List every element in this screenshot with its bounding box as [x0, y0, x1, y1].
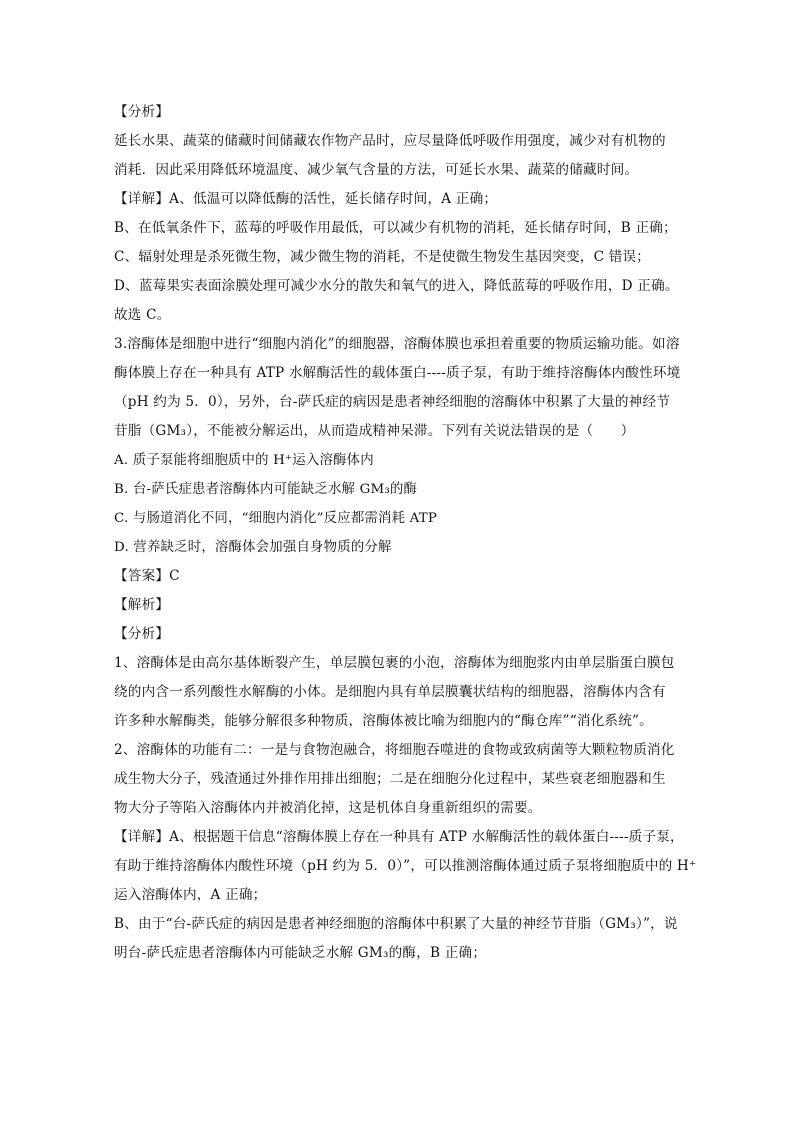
text-line: 物大分子等陷入溶酶体内并被消化掉，这是机体自身重新组织的需要。	[114, 800, 542, 816]
section-heading-detail: 【详解】A、低温可以降低酶的活性，延长储存时间，A 正确；	[114, 191, 498, 207]
text-line: 成生物大分子，残渣通过外排作用排出细胞；二是在细胞分化过程中，某些衰老细胞器和生	[114, 771, 666, 787]
answer-line: 【答案】C	[114, 568, 180, 584]
option-a: A. 质子泵能将细胞质中的 H⁺运入溶酶体内	[114, 453, 374, 468]
text-line: 故选 C。	[114, 307, 171, 323]
question-stem: 酶体膜上存在一种具有 ATP 水解酶活性的载体蛋白----质子泵，有助于维持溶酶体内酸性环境	[114, 365, 681, 381]
option-b: B. 台-萨氏症患者溶酶体内可能缺乏水解 GM₃的酶	[114, 482, 418, 497]
text-line: B、在低氧条件下，蓝莓的呼吸作用最低，可以减少有机物的消耗，延长储存时间，B 正确；	[114, 220, 677, 236]
option-d: D. 营养缺乏时，溶酶体会加强自身物质的分解	[114, 540, 392, 555]
question-stem: （pH 约为 5．0），另外，台-萨氏症的病因是患者神经细胞的溶酶体中积累了大量的神经节	[114, 394, 671, 410]
section-heading-explanation: 【解析】	[114, 597, 170, 613]
question-stem: 苷脂（GM₃），不能被分解运出，从而造成精神呆滞。下列有关说法错误的是（ ）	[114, 423, 635, 439]
text-line: 延长水果、蔬菜的储藏时间储藏农作物产品时，应尽量降低呼吸作用强度，减少对有机物的	[114, 133, 666, 149]
section-heading-analysis: 【分析】	[114, 104, 170, 120]
question-stem: 3.溶酶体是细胞中进行“细胞内消化”的细胞器，溶酶体膜也承担着重要的物质运输功能。如溶	[114, 336, 680, 352]
text-line: 运入溶酶体内，A 正确；	[114, 887, 267, 903]
text-line: 有助于维持溶酶体内酸性环境（pH 约为 5．0）”，可以推测溶酶体通过质子泵将细胞质中的 H⁺	[114, 858, 697, 874]
text-line: 消耗．因此采用降低环境温度、减少氧气含量的方法，可延长水果、蔬菜的储藏时间。	[114, 162, 639, 178]
section-heading-detail: 【详解】A、根据题干信息“溶酶体膜上存在一种具有 ATP 水解酶活性的载体蛋白----质子泵，	[114, 829, 684, 845]
text-line: 1、溶酶体是由高尔基体断裂产生，单层膜包裹的小泡，溶酶体为细胞浆内由单层脂蛋白膜包	[114, 655, 675, 671]
text-line: 2、溶酶体的功能有二：一是与食物泡融合，将细胞吞噬进的食物或致病菌等大颗粒物质消化	[114, 742, 675, 758]
document-body	[114, 98, 697, 968]
text-line: C、辐射处理是杀死微生物，减少微生物的消耗，不是使微生物发生基因突变，C 错误；	[114, 249, 651, 265]
option-c: C. 与肠道消化不同，“细胞内消化”反应都需消耗 ATP	[114, 511, 438, 526]
text-line: D、蓝莓果实表面涂膜处理可减少水分的散失和氧气的进入，降低蓝莓的呼吸作用，D 正确。	[114, 278, 679, 294]
text-line: 明台-萨氏症患者溶酶体内可能缺乏水解 GM₃的酶，B 正确；	[114, 945, 487, 961]
text-line: 许多种水解酶类，能够分解很多种物质，溶酶体被比喻为细胞内的“酶仓库”“消化系统”。	[114, 713, 653, 729]
text-line: 绕的内含一系列酸性水解酶的小体。是细胞内具有单层膜囊状结构的细胞器，溶酶体内含有	[114, 684, 666, 700]
text-line: B、由于“台-萨氏症的病因是患者神经细胞的溶酶体中积累了大量的神经节苷脂（GM₃）”，说	[114, 916, 678, 932]
section-heading-analysis: 【分析】	[114, 626, 170, 642]
